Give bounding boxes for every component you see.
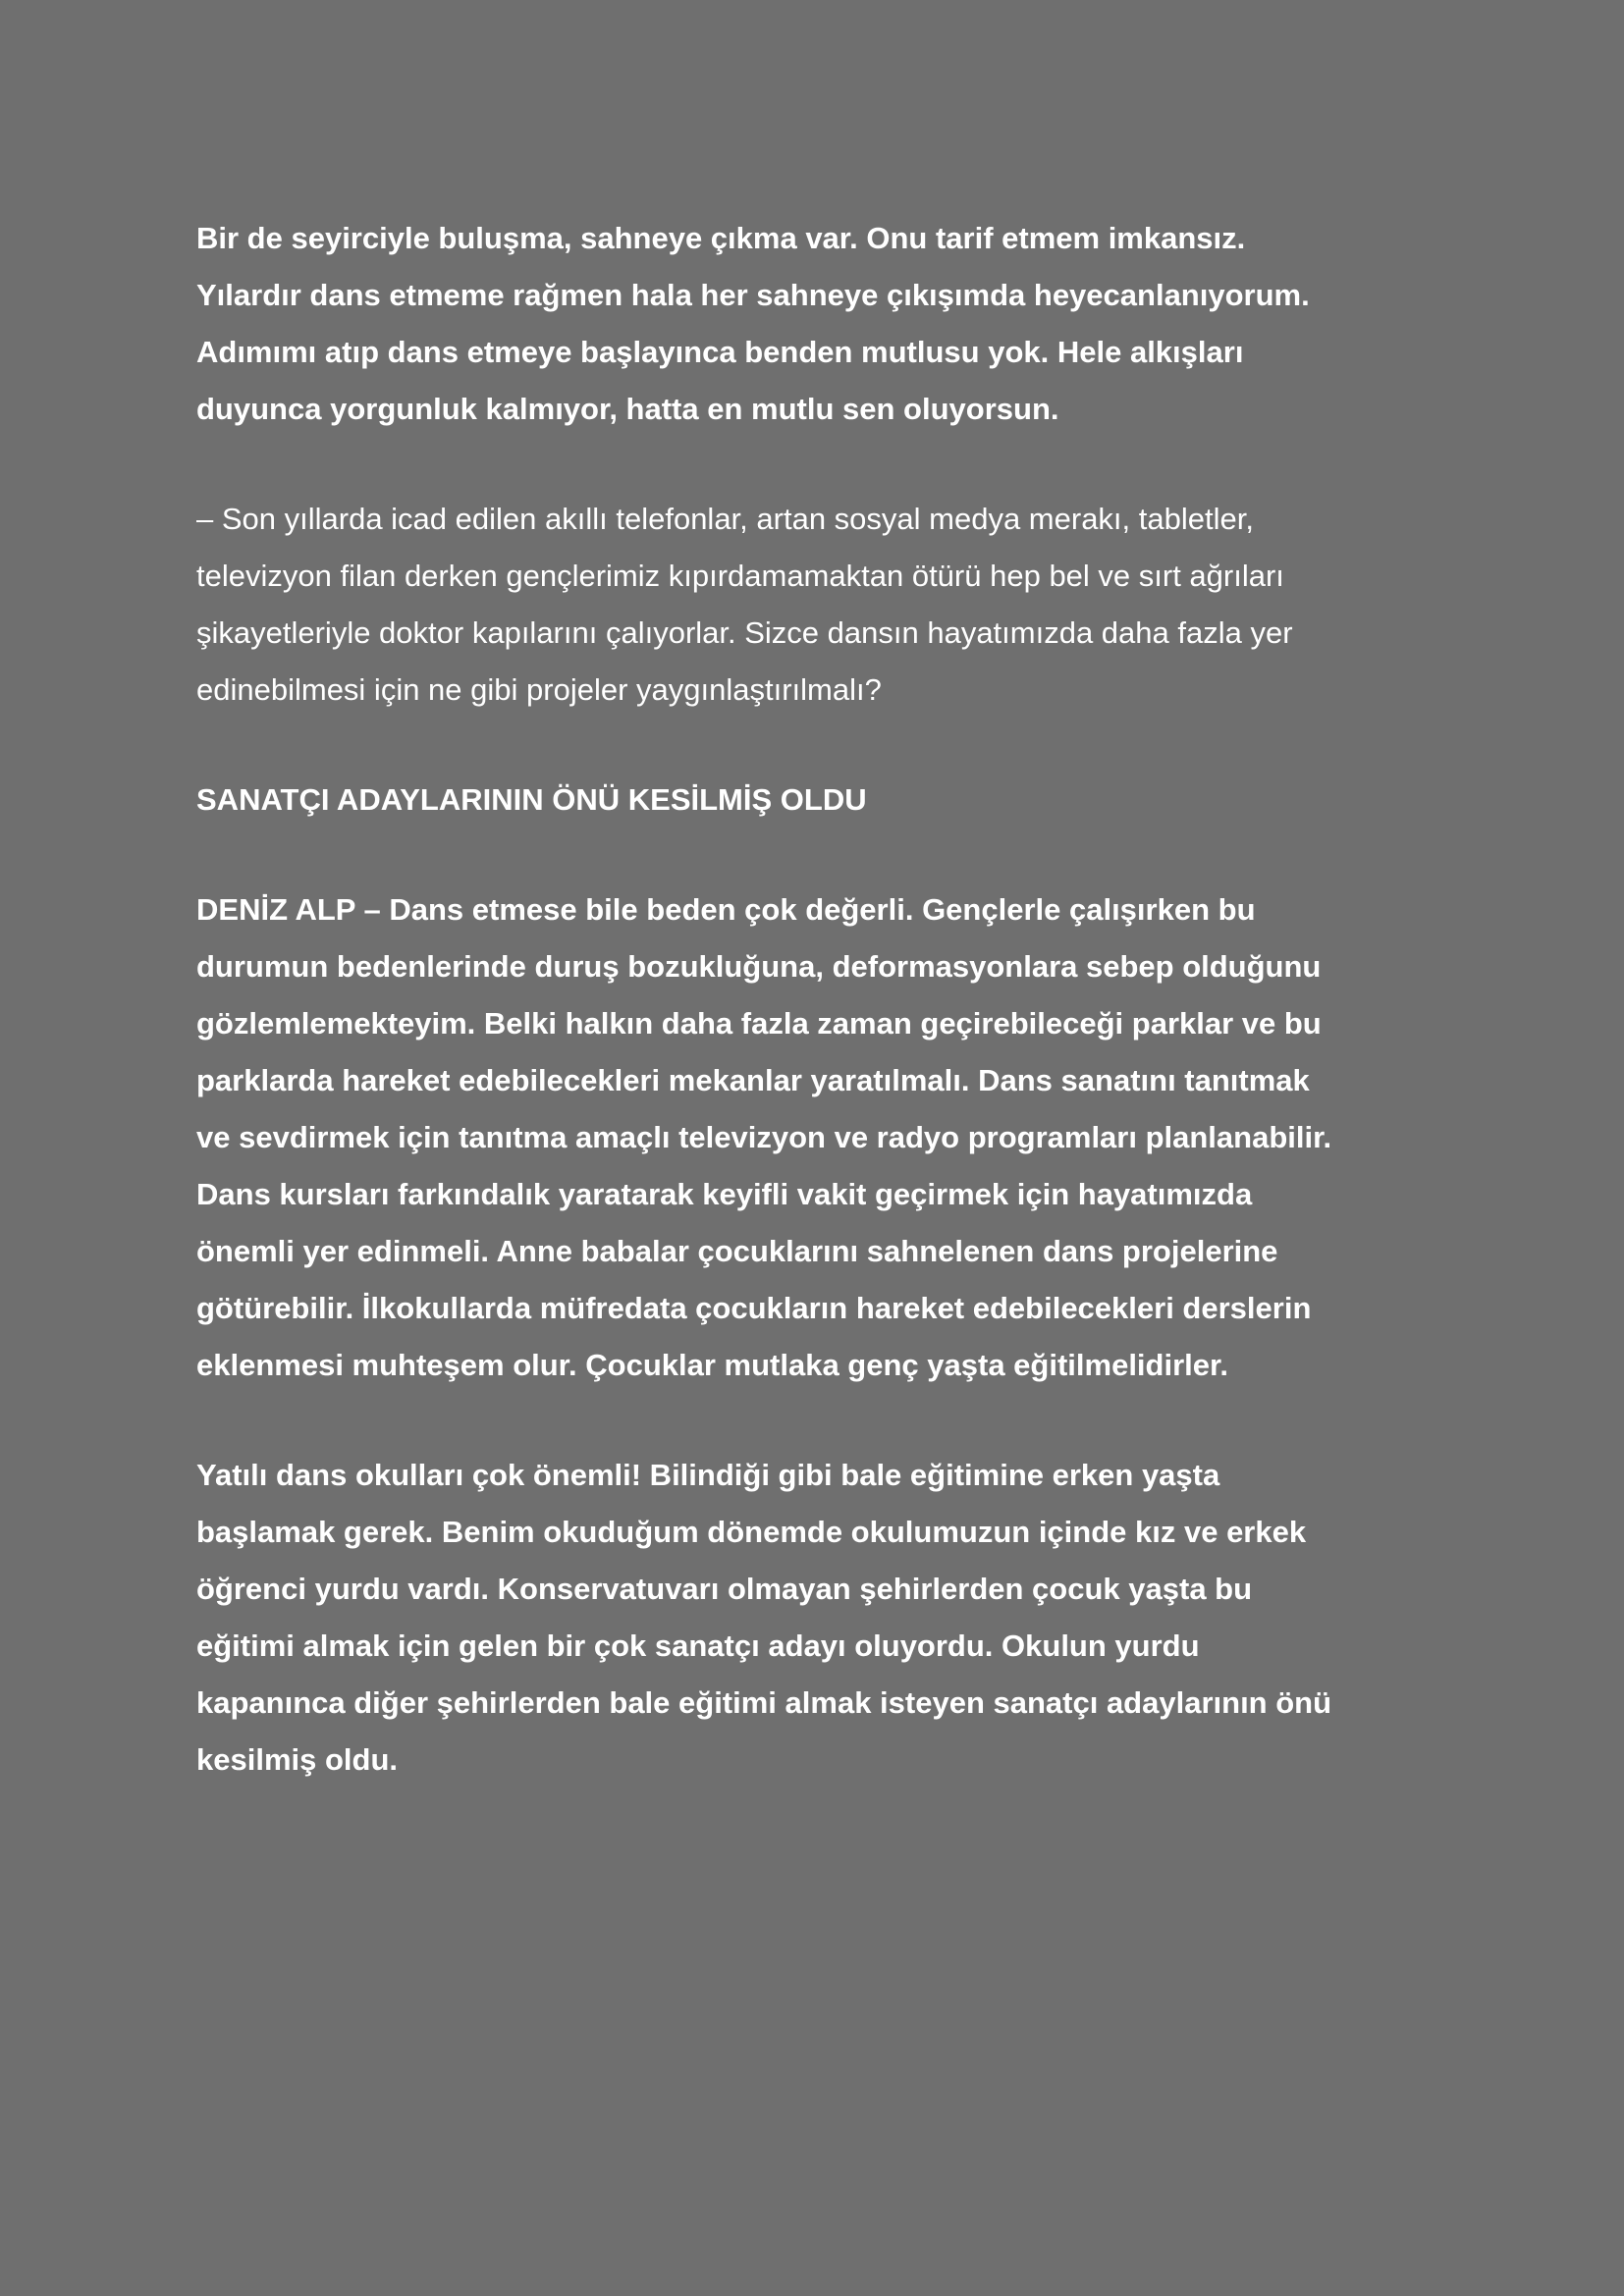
text-line: eğitimi almak için gelen bir çok sanatçı adayı oluyordu. Okulun yurdu — [196, 1629, 1200, 1663]
text-line: götürebilir. İlkokullarda müfredata çocukların hareket edebilecekleri derslerin — [196, 1291, 1312, 1325]
text-line: kapanınca diğer şehirlerden bale eğitimi almak isteyen sanatçı adaylarının önü — [196, 1685, 1332, 1720]
text-line: televizyon filan derken gençlerimiz kıpırdamamaktan ötürü hep bel ve sırt ağrıları — [196, 559, 1284, 593]
text-line: parklarda hareket edebilecekleri mekanlar yaratılmalı. Dans sanatını tanıtmak — [196, 1063, 1310, 1097]
text-line: duyunca yorgunluk kalmıyor, hatta en mutlu sen oluyorsun. — [196, 392, 1059, 426]
text-line: önemli yer edinmeli. Anne babalar çocuklarını sahnelenen dans projelerine — [196, 1234, 1278, 1268]
section-heading — [196, 772, 1453, 828]
text-line: başlamak gerek. Benim okuduğum dönemde okulumuzun içinde kız ve erkek — [196, 1515, 1307, 1549]
paragraph-boarding-schools — [196, 1447, 1453, 1789]
text-line: durumun bedenlerinde duruş bozukluğuna, deformasyonlara sebep olduğunu — [196, 949, 1322, 984]
text-line: – Son yıllarda icad edilen akıllı telefonlar, artan sosyal medya merakı, tabletler, — [196, 502, 1254, 536]
text-line: gözlemlemekteyim. Belki halkın daha fazla zaman geçirebileceği parklar ve bu — [196, 1006, 1322, 1041]
paragraph-stage-meeting — [196, 210, 1453, 438]
text-line: DENİZ ALP – Dans etmese bile beden çok değerli. Gençlerle çalışırken bu — [196, 892, 1256, 927]
text-line: Adımımı atıp dans etmeye başlayınca benden mutlusu yok. Hele alkışları — [196, 335, 1244, 369]
text-line: edinebilmesi için ne gibi projeler yaygınlaştırılmalı? — [196, 672, 882, 707]
paragraph-deniz-alp-answer — [196, 881, 1453, 1394]
text-line: kesilmiş oldu. — [196, 1742, 399, 1777]
text-line: ve sevdirmek için tanıtma amaçlı televizyon ve radyo programları planlanabilir. — [196, 1120, 1332, 1154]
text-line: Yatılı dans okulları çok önemli! Bilindiği gibi bale eğitimine erken yaşta — [196, 1458, 1220, 1492]
text-line: Yılardır dans etmeme rağmen hala her sahneye çıkışımda heyecanlanıyorum. — [196, 278, 1310, 312]
text-line: Bir de seyirciyle buluşma, sahneye çıkma var. Onu tarif etmem imkansız. — [196, 221, 1246, 255]
text-line: eklenmesi muhteşem olur. Çocuklar mutlaka genç yaşta eğitilmelidirler. — [196, 1348, 1228, 1382]
heading-text: SANATÇI ADAYLARININ ÖNÜ KESİLMİŞ OLDU — [196, 782, 867, 817]
article-body — [196, 210, 1453, 1842]
text-line: Dans kursları farkındalık yaratarak keyifli vakit geçirmek için hayatımızda — [196, 1177, 1253, 1211]
text-line: şikayetleriyle doktor kapılarını çalıyorlar. Sizce dansın hayatımızda daha fazla yer — [196, 615, 1293, 650]
text-line: öğrenci yurdu vardı. Konservatuvarı olmayan şehirlerden çocuk yaşta bu — [196, 1572, 1253, 1606]
interview-question — [196, 491, 1453, 719]
